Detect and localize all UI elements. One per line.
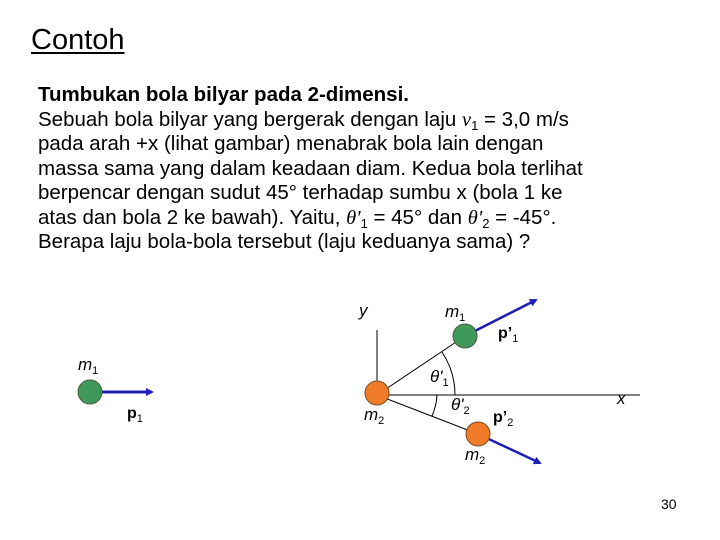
problem-text: = -45°. — [489, 205, 557, 229]
theta1-label: $\theta'_1$ — [430, 367, 449, 389]
m2-target-label: $m_2$ — [364, 405, 385, 427]
problem-heading: Tumbukan bola bilyar pada 2-dimensi. — [38, 83, 409, 106]
theta1-subscript: 1 — [360, 215, 368, 231]
ball-m1-incoming — [78, 380, 102, 404]
m1-scattered-label: $m_1$ — [445, 302, 466, 324]
m1-incoming-label: $m_1$ — [78, 355, 99, 377]
page-number: 30 — [661, 496, 677, 512]
problem-text: = 3,0 m/s — [478, 107, 569, 131]
problem-text: Sebuah bola bilyar yang bergerak dengan laju — [38, 107, 462, 131]
theta2-label: $\theta'_2$ — [451, 395, 470, 417]
slide-title: Contoh — [31, 24, 125, 56]
m2-scattered-label: $m_2$ — [465, 445, 486, 467]
velocity-subscript: 1 — [471, 117, 479, 133]
problem-line-4: berpencar dengan sudut 45° terhadap sumbu x (bola 1 ke — [38, 181, 563, 204]
ball-m1-scattered — [453, 324, 477, 348]
y-axis-label: y — [359, 301, 368, 320]
theta2-symbol: θ' — [467, 206, 483, 229]
theta1-symbol: θ' — [346, 206, 361, 229]
theta2-subscript: 2 — [482, 215, 490, 231]
problem-text: = 45° dan — [367, 205, 468, 229]
problem-line-6: Berapa laju bola-bola tersebut (laju keduanya sama) ? — [38, 230, 531, 253]
problem-text: atas dan bola 2 ke bawah). Yaitu, — [38, 205, 347, 229]
p1-prime-label: $p’_1$ — [498, 325, 519, 345]
ball-m2-target — [365, 381, 389, 405]
velocity-symbol: v — [461, 108, 472, 131]
p2-prime-label: $p’_2$ — [493, 409, 514, 429]
ball-m2-scattered — [466, 422, 490, 446]
p1-label: $p_1$ — [127, 405, 143, 425]
scatter-line-ball-1 — [377, 336, 465, 395]
problem-line-3: massa sama yang dalam keadaan diam. Kedua bola terlihat — [38, 156, 583, 180]
theta2-arc — [432, 395, 437, 416]
problem-line-2: pada arah +x (lihat gambar) menabrak bola lain dengan — [38, 132, 544, 155]
x-axis-label: x — [617, 389, 626, 408]
